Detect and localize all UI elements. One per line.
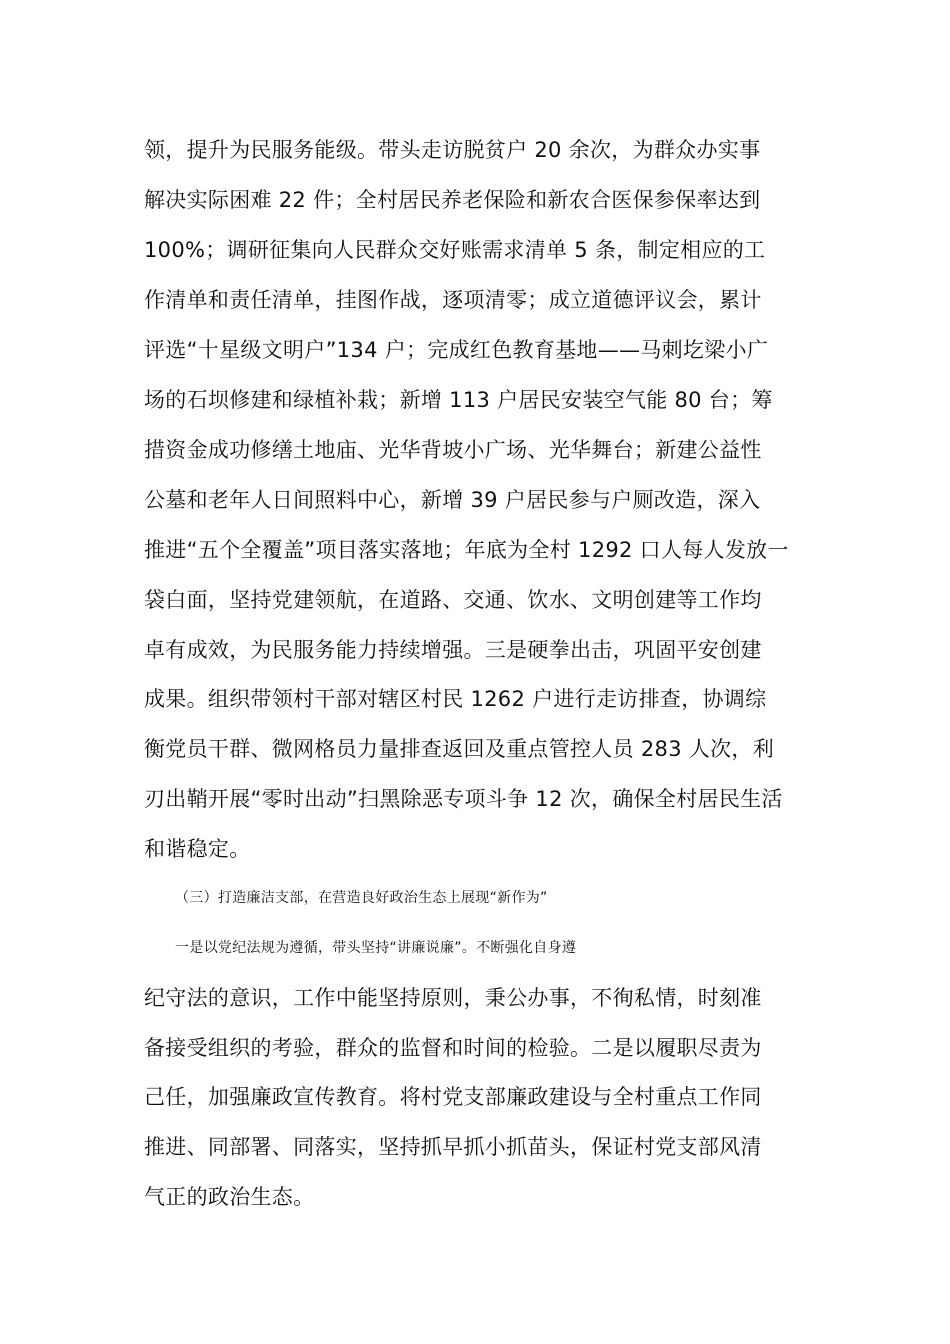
text-line: 推进、同部署、同落实，坚持抓早抓小抓苗头，保证村党支部风清 <box>144 1135 762 1159</box>
text-line: 解决实际困难 22 件；全村居民养老保险和新农合医保参保率达到 <box>144 188 761 212</box>
text-line: 纪守法的意识，工作中能坚持原则，秉公办事，不徇私情，时刻准 <box>144 986 762 1010</box>
text-line: 评选“十星级文明户”134 户；完成红色教育基地——马刺圪梁小广 <box>144 338 769 362</box>
text-line: 场的石坝修建和绿植补栽；新增 113 户居民安装空气能 80 台；筹 <box>144 388 773 412</box>
text-line: 措资金成功修缮土地庙、光华背坡小广场、光华舞台；新建公益性 <box>144 438 762 462</box>
text-line: 气正的政治生态。 <box>144 1185 315 1209</box>
text-line: 袋白面，坚持党建领航，在道路、交通、饮水、文明创建等工作均 <box>144 588 762 612</box>
text-line: 衡党员干群、微网格员力量排查返回及重点管控人员 283 人次，利 <box>144 737 775 761</box>
text-line: 刃出鞘开展“零时出动”扫黑除恶专项斗争 12 次，确保全村居民生活 <box>144 787 783 811</box>
text-line: 一是以党纪法规为遵循，带头坚持“讲廉说廉”。不断强化自身遵 <box>175 940 577 956</box>
text-line: 成果。组织带领村干部对辖区村民 1262 户进行走访排查，协调综 <box>144 687 767 711</box>
text-line: 领，提升为民服务能级。带头走访脱贫户 20 余次，为群众办实事 <box>144 138 761 162</box>
text-line: 己任，加强廉政宣传教育。将村党支部廉政建设与全村重点工作同 <box>144 1085 762 1109</box>
text-line: 100%；调研征集向人民群众交好账需求清单 5 条，制定相应的工 <box>144 238 766 262</box>
text-line: 推进“五个全覆盖”项目落实落地；年底为全村 1292 口人每人发放一 <box>144 538 789 562</box>
text-line: 备接受组织的考验，群众的监督和时间的检验。二是以履职尽责为 <box>144 1036 762 1060</box>
text-line: 公墓和老年人日间照料中心，新增 39 户居民参与户厕改造，深入 <box>144 488 761 512</box>
section-heading: （三）打造廉洁支部，在营造良好政治生态上展现“新作为” <box>175 890 548 906</box>
text-line: 卓有成效，为民服务能力持续增强。三是硬拳出击，巩固平安创建 <box>144 638 762 662</box>
text-line: 作清单和责任清单，挂图作战，逐项清零；成立道德评议会，累计 <box>144 288 762 312</box>
text-line: 和谐稳定。 <box>144 837 251 861</box>
